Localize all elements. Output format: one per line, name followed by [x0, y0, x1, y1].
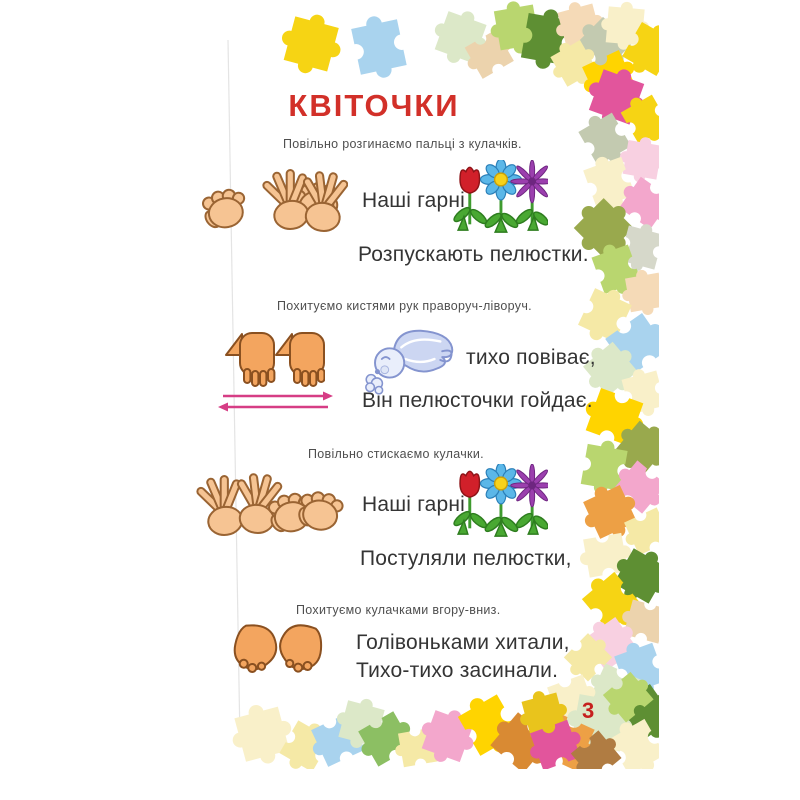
left-right-arrows-icon	[213, 390, 338, 414]
swaying-hands-icon	[225, 327, 325, 389]
verse-4-line-2: Тихо-тихо засинали.	[356, 659, 559, 682]
instruction-4: Похитуємо кулачками вгору-вниз.	[296, 603, 501, 617]
flowers-bouquet-icon	[450, 464, 548, 540]
verse-1-line-1: Наші гарні	[362, 189, 466, 212]
hands-closing-to-fists-icon	[193, 470, 348, 542]
instruction-1: Повільно розгинаємо пальці з кулачків.	[283, 137, 522, 151]
blowing-wind-face-icon	[363, 322, 463, 398]
verse-1-line-2: Розпускають пелюстки.	[358, 243, 589, 266]
flowers-bouquet-icon	[450, 160, 548, 236]
verse-2-line-2: Він пелюсточки гойдає.	[362, 389, 593, 412]
puzzle-piece-icon	[274, 7, 347, 80]
puzzle-piece-icon	[350, 12, 409, 83]
fists-down-icon	[225, 620, 325, 682]
puzzle-piece-icon	[225, 697, 298, 770]
verse-3-line-1: Наші гарні	[362, 493, 466, 516]
page-number: 3	[582, 698, 595, 723]
page-title: КВІТОЧКИ	[288, 88, 460, 123]
verse-2-line-1: тихо повіває,	[466, 346, 596, 369]
fists-opening-to-hands-icon	[193, 166, 348, 236]
verse-4-line-1: Голівоньками хитали,	[356, 631, 570, 654]
instruction-2: Похитуємо кистями рук праворуч-ліворуч.	[277, 299, 532, 313]
instruction-3: Повільно стискаємо кулачки.	[308, 447, 484, 461]
verse-3-line-2: Постуляли пелюстки,	[360, 547, 572, 570]
